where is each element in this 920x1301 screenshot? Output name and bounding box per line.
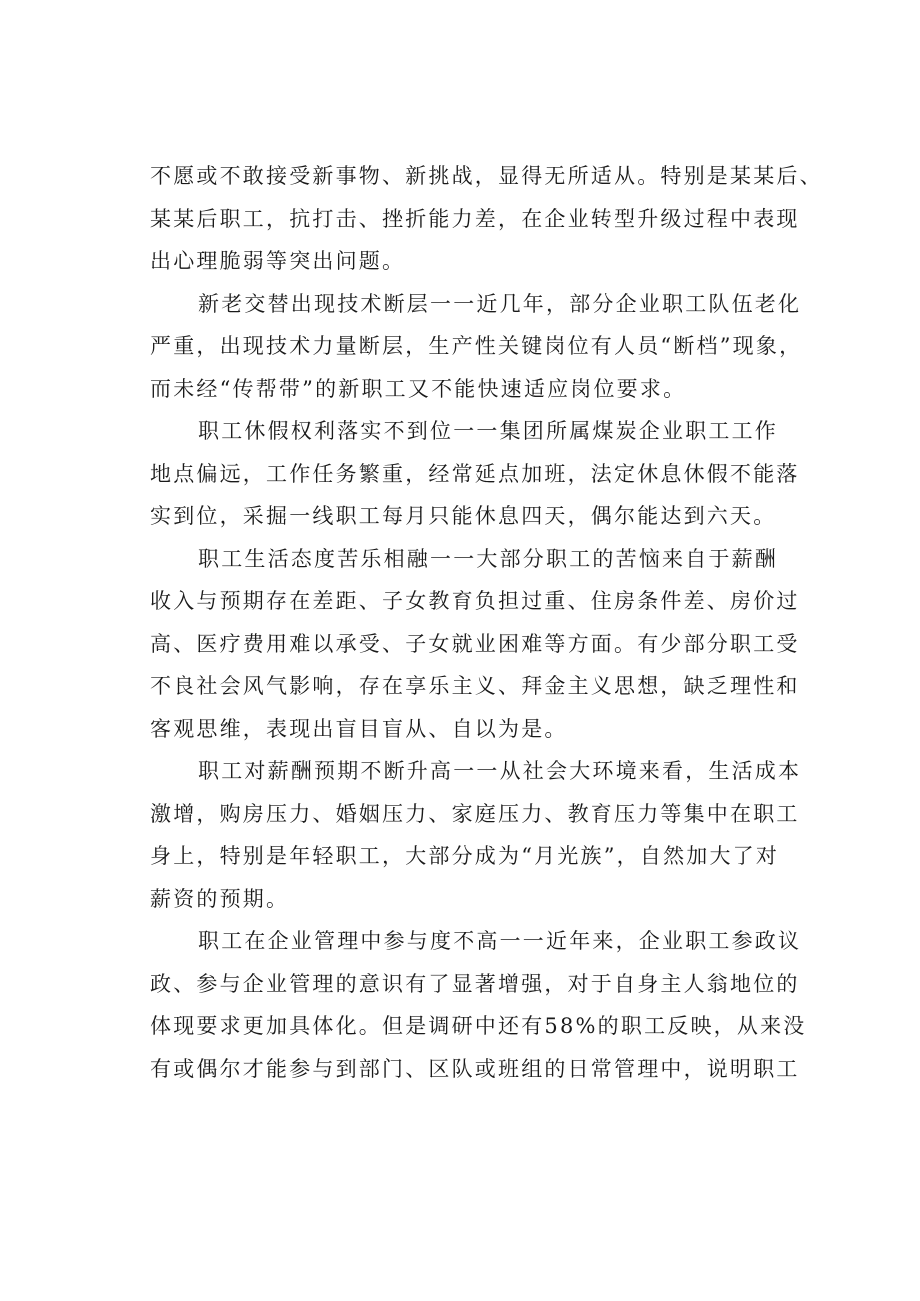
text-line: 实到位，采掘一线职工每月只能休息四天，偶尔能达到六天。 <box>150 504 777 528</box>
text-line: 出心理脆弱等突出问题。 <box>150 249 406 273</box>
text-line: 不愿或不敢接受新事物、新挑战，显得无所适从。特别是某某后、 <box>150 164 823 188</box>
text-line: 有或偶尔才能参与到部门、区队或班组的日常管理中，说明职工 <box>150 1056 800 1081</box>
paragraph-6 <box>150 920 810 1090</box>
text-line: 职工生活态度苦乐相融一一大部分职工的苦恼来自于薪酬 <box>198 546 778 571</box>
paragraph-3 <box>150 410 810 538</box>
text-line: 而未经“传帮带”的新职工又不能快速适应岗位要求。 <box>150 376 687 401</box>
text-line: 职工对薪酬预期不断升高一一从社会大环境来看，生活成本 <box>198 759 802 783</box>
text-line: 身上，特别是年轻职工，大部分成为“月光族”，自然加大了对 <box>150 844 780 868</box>
paragraph-1 <box>150 155 823 283</box>
text-line: 政、参与企业管理的意识有了显著增强，对于自身主人翁地位的 <box>150 971 800 996</box>
text-line: 体现要求更加具体化。但是调研中还有58%的职工反映，从来没 <box>150 1014 807 1038</box>
text-line: 严重，出现技术力量断层，生产性关键岗位有人员“断档”现象， <box>150 334 803 358</box>
text-line: 某某后职工，抗打击、挫折能力差，在企业转型升级过程中表现 <box>150 206 800 231</box>
document-body <box>150 155 823 1090</box>
text-line: 薪资的预期。 <box>150 886 290 911</box>
text-line: 高、医疗费用难以承受、子女就业困难等方面。有少部分职工受 <box>150 631 800 656</box>
text-line: 不良社会风气影响，存在享乐主义、拜金主义思想，缺乏理性和 <box>150 674 800 698</box>
text-line: 客观思维，表现出盲目盲从、自以为是。 <box>150 716 568 741</box>
text-line: 激增，购房压力、婚姻压力、家庭压力、教育压力等集中在职工 <box>150 801 800 826</box>
paragraph-4 <box>150 538 810 751</box>
text-line: 职工休假权利落实不到位一一集团所属煤炭企业职工工作 <box>198 419 778 443</box>
paragraph-2 <box>150 283 810 411</box>
text-line: 职工在企业管理中参与度不高一一近年来，企业职工参政议 <box>198 929 802 953</box>
paragraph-5 <box>150 750 810 920</box>
text-line: 新老交替出现技术断层一一近几年，部分企业职工队伍老化 <box>198 291 802 316</box>
text-line: 地点偏远，工作任务繁重，经常延点加班，法定休息休假不能落 <box>150 461 800 486</box>
text-line: 收入与预期存在差距、子女教育负担过重、住房条件差、房价过 <box>150 589 800 613</box>
